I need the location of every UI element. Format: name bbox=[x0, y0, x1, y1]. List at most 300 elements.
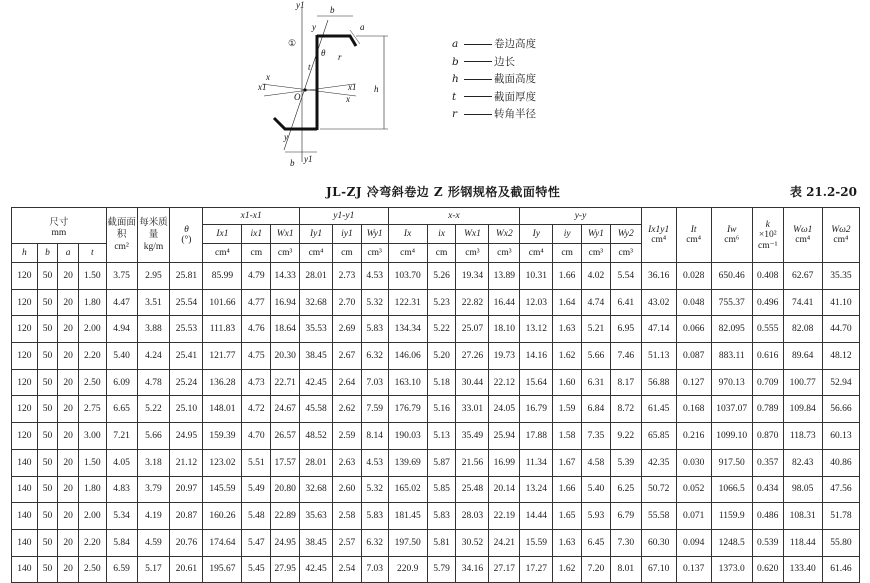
z-section-diagram bbox=[250, 0, 430, 172]
table-cell: 34.16 bbox=[456, 556, 489, 583]
table-cell: 159.39 bbox=[203, 423, 242, 450]
table-cell: 0.709 bbox=[752, 369, 783, 396]
table-cell: 2.54 bbox=[333, 556, 362, 583]
table-cell: 5.54 bbox=[610, 263, 641, 290]
table-cell: 20 bbox=[58, 263, 79, 290]
header-group-y: y-y bbox=[520, 208, 641, 225]
label-O: O bbox=[294, 92, 301, 102]
table-cell: 20.76 bbox=[170, 529, 203, 556]
table-cell: 5.32 bbox=[361, 476, 388, 503]
header-Iy: Iy bbox=[520, 225, 553, 244]
table-cell: 50.72 bbox=[641, 476, 676, 503]
header-Ww2: Wω2 cm⁴ bbox=[822, 208, 859, 263]
table-cell: 121.77 bbox=[203, 343, 242, 370]
table-cell: 120 bbox=[12, 289, 38, 316]
table-cell: 3.18 bbox=[137, 449, 170, 476]
table-cell: 1.50 bbox=[78, 449, 106, 476]
table-cell: 4.24 bbox=[137, 343, 170, 370]
table-cell: 2.00 bbox=[78, 316, 106, 343]
table-cell: 108.31 bbox=[783, 503, 822, 530]
table-cell: 0.137 bbox=[676, 556, 711, 583]
table-cell: 35.53 bbox=[300, 316, 333, 343]
label-y-bottom: y bbox=[284, 132, 288, 142]
table-cell: 0.434 bbox=[752, 476, 783, 503]
table-cell: 6.79 bbox=[610, 503, 641, 530]
table-cell: 6.45 bbox=[582, 529, 611, 556]
table-cell: 20 bbox=[58, 289, 79, 316]
table-cell: 5.20 bbox=[427, 343, 456, 370]
table-cell: 1.66 bbox=[553, 263, 582, 290]
table-cell: 4.70 bbox=[242, 423, 271, 450]
table-cell: 50 bbox=[37, 449, 58, 476]
label-theta: θ bbox=[321, 48, 326, 58]
table-cell: 145.59 bbox=[203, 476, 242, 503]
table-cell: 6.59 bbox=[106, 556, 137, 583]
table-cell: 7.20 bbox=[582, 556, 611, 583]
table-cell: 0.616 bbox=[752, 343, 783, 370]
table-cell: 13.12 bbox=[520, 316, 553, 343]
table-cell: 2.69 bbox=[333, 316, 362, 343]
table-cell: 51.13 bbox=[641, 343, 676, 370]
table-cell: 35.35 bbox=[822, 263, 859, 290]
header-Wx1b: Wx1 bbox=[456, 225, 489, 244]
legend-item: r 转角半径 bbox=[452, 108, 536, 120]
table-cell: 0.028 bbox=[676, 263, 711, 290]
header-group-x1: x1-x1 bbox=[203, 208, 300, 225]
table-cell: 65.85 bbox=[641, 423, 676, 450]
table-cell: 6.65 bbox=[106, 396, 137, 423]
table-cell: 100.77 bbox=[783, 369, 822, 396]
table-row bbox=[12, 503, 860, 530]
table-caption bbox=[0, 183, 870, 201]
table-cell: 20 bbox=[58, 423, 79, 450]
table-cell: 20.97 bbox=[170, 476, 203, 503]
table-cell: 140 bbox=[12, 449, 38, 476]
table-cell: 32.68 bbox=[300, 289, 333, 316]
table-cell: 20 bbox=[58, 343, 79, 370]
table-cell: 134.34 bbox=[388, 316, 427, 343]
table-cell: 1.62 bbox=[553, 556, 582, 583]
table-cell: 120 bbox=[12, 343, 38, 370]
table-cell: 133.40 bbox=[783, 556, 822, 583]
label-y1-bottom: y1 bbox=[304, 154, 313, 164]
label-r: r bbox=[338, 52, 342, 62]
table-cell: 20 bbox=[58, 503, 79, 530]
table-cell: 755.37 bbox=[711, 289, 752, 316]
table-cell: 25.94 bbox=[489, 423, 520, 450]
table-row bbox=[12, 263, 860, 290]
table-cell: 14.44 bbox=[520, 503, 553, 530]
table-cell: 82.095 bbox=[711, 316, 752, 343]
table-cell: 220.9 bbox=[388, 556, 427, 583]
table-cell: 30.52 bbox=[456, 529, 489, 556]
table-cell: 4.76 bbox=[242, 316, 271, 343]
spec-table bbox=[11, 207, 860, 583]
table-cell: 4.79 bbox=[242, 263, 271, 290]
table-cell: 197.50 bbox=[388, 529, 427, 556]
header-Iw: Iw cm⁶ bbox=[711, 208, 752, 263]
header-size: 尺寸 mm bbox=[12, 208, 107, 244]
table-cell: 4.59 bbox=[137, 529, 170, 556]
header-group-y1: y1-y1 bbox=[300, 208, 389, 225]
table-cell: 20 bbox=[58, 476, 79, 503]
table-cell: 140 bbox=[12, 503, 38, 530]
table-cell: 20.80 bbox=[271, 476, 300, 503]
table-row bbox=[12, 396, 860, 423]
table-cell: 22.19 bbox=[489, 503, 520, 530]
table-cell: 103.70 bbox=[388, 263, 427, 290]
table-cell: 50 bbox=[37, 396, 58, 423]
table-cell: 1099.10 bbox=[711, 423, 752, 450]
table-cell: 20 bbox=[58, 369, 79, 396]
table-cell: 6.95 bbox=[610, 316, 641, 343]
table-cell: 0.357 bbox=[752, 449, 783, 476]
table-cell: 4.19 bbox=[137, 503, 170, 530]
table-row bbox=[12, 423, 860, 450]
table-cell: 17.27 bbox=[520, 556, 553, 583]
unit-cell: cm³ bbox=[582, 244, 611, 263]
table-cell: 195.67 bbox=[203, 556, 242, 583]
table-cell: 0.066 bbox=[676, 316, 711, 343]
table-row bbox=[12, 449, 860, 476]
unit-cell: cm⁴ bbox=[520, 244, 553, 263]
table-cell: 118.73 bbox=[783, 423, 822, 450]
table-cell: 650.46 bbox=[711, 263, 752, 290]
table-cell: 122.31 bbox=[388, 289, 427, 316]
table-cell: 160.26 bbox=[203, 503, 242, 530]
table-cell: 0.408 bbox=[752, 263, 783, 290]
table-cell: 101.66 bbox=[203, 289, 242, 316]
table-cell: 1037.07 bbox=[711, 396, 752, 423]
table-cell: 5.16 bbox=[427, 396, 456, 423]
table-cell: 50 bbox=[37, 423, 58, 450]
unit-cell: cm bbox=[333, 244, 362, 263]
table-cell: 2.20 bbox=[78, 529, 106, 556]
table-cell: 1.67 bbox=[553, 449, 582, 476]
table-cell: 176.79 bbox=[388, 396, 427, 423]
table-cell: 123.02 bbox=[203, 449, 242, 476]
table-cell: 22.82 bbox=[456, 289, 489, 316]
table-cell: 61.46 bbox=[822, 556, 859, 583]
table-cell: 20 bbox=[58, 396, 79, 423]
table-cell: 165.02 bbox=[388, 476, 427, 503]
table-cell: 20 bbox=[58, 449, 79, 476]
table-cell: 38.45 bbox=[300, 529, 333, 556]
table-cell: 5.40 bbox=[106, 343, 137, 370]
unit-cell: cm³ bbox=[489, 244, 520, 263]
table-cell: 5.45 bbox=[242, 556, 271, 583]
z-profile-bottom-flange bbox=[274, 118, 317, 129]
table-cell: 5.83 bbox=[361, 316, 388, 343]
table-cell: 5.83 bbox=[361, 503, 388, 530]
header-iy1: iy1 bbox=[333, 225, 362, 244]
table-cell: 3.79 bbox=[137, 476, 170, 503]
label-y-top: y bbox=[312, 22, 316, 32]
header-Wy2: Wy2 bbox=[610, 225, 641, 244]
table-cell: 8.72 bbox=[610, 396, 641, 423]
table-cell: 7.03 bbox=[361, 556, 388, 583]
table-cell: 7.35 bbox=[582, 423, 611, 450]
table-cell: 17.88 bbox=[520, 423, 553, 450]
table-cell: 25.24 bbox=[170, 369, 203, 396]
table-cell: 5.51 bbox=[242, 449, 271, 476]
table-cell: 0.052 bbox=[676, 476, 711, 503]
table-cell: 36.16 bbox=[641, 263, 676, 290]
table-cell: 2.57 bbox=[333, 529, 362, 556]
table-cell: 7.59 bbox=[361, 396, 388, 423]
table-cell: 4.83 bbox=[106, 476, 137, 503]
table-cell: 5.18 bbox=[427, 369, 456, 396]
table-cell: 4.58 bbox=[582, 449, 611, 476]
table-cell: 35.49 bbox=[456, 423, 489, 450]
table-cell: 5.13 bbox=[427, 423, 456, 450]
table-cell: 7.21 bbox=[106, 423, 137, 450]
label-x-left: x bbox=[266, 72, 270, 82]
table-cell: 1.80 bbox=[78, 289, 106, 316]
table-cell: 17.57 bbox=[271, 449, 300, 476]
table-cell: 5.49 bbox=[242, 476, 271, 503]
table-cell: 2.20 bbox=[78, 343, 106, 370]
table-cell: 2.58 bbox=[333, 503, 362, 530]
table-cell: 28.01 bbox=[300, 263, 333, 290]
legend-item: b 边长 bbox=[452, 55, 515, 68]
table-cell: 15.64 bbox=[520, 369, 553, 396]
table-cell: 0.168 bbox=[676, 396, 711, 423]
table-cell: 50 bbox=[37, 289, 58, 316]
table-cell: 47.56 bbox=[822, 476, 859, 503]
table-cell: 19.73 bbox=[489, 343, 520, 370]
table-cell: 6.84 bbox=[582, 396, 611, 423]
table-cell: 4.74 bbox=[582, 289, 611, 316]
table-cell: 16.99 bbox=[489, 449, 520, 476]
header-Ww1: Wω1 cm⁴ bbox=[783, 208, 822, 263]
header-mass: 每米质量 kg/m bbox=[137, 208, 170, 263]
table-row bbox=[12, 556, 860, 583]
table-cell: 5.87 bbox=[427, 449, 456, 476]
table-cell: 6.31 bbox=[582, 369, 611, 396]
table-cell: 22.89 bbox=[271, 503, 300, 530]
table-cell: 0.496 bbox=[752, 289, 783, 316]
label-x-right: x bbox=[346, 94, 350, 104]
table-cell: 35.63 bbox=[300, 503, 333, 530]
table-cell: 4.02 bbox=[582, 263, 611, 290]
table-cell: 18.10 bbox=[489, 316, 520, 343]
header-iy: iy bbox=[553, 225, 582, 244]
table-cell: 24.67 bbox=[271, 396, 300, 423]
table-cell: 89.64 bbox=[783, 343, 822, 370]
table-cell: 16.79 bbox=[520, 396, 553, 423]
table-cell: 43.02 bbox=[641, 289, 676, 316]
table-cell: 917.50 bbox=[711, 449, 752, 476]
label-a: a bbox=[360, 22, 365, 32]
table-cell: 5.93 bbox=[582, 503, 611, 530]
table-cell: 12.03 bbox=[520, 289, 553, 316]
header-Wy1: Wy1 bbox=[361, 225, 388, 244]
table-cell: 5.21 bbox=[582, 316, 611, 343]
table-cell: 20.30 bbox=[271, 343, 300, 370]
table-cell: 1.58 bbox=[553, 423, 582, 450]
table-row bbox=[12, 529, 860, 556]
table-cell: 4.53 bbox=[361, 449, 388, 476]
table-cell: 970.13 bbox=[711, 369, 752, 396]
table-cell: 44.70 bbox=[822, 316, 859, 343]
table-cell: 5.39 bbox=[610, 449, 641, 476]
table-number: 表 21.2-20 bbox=[789, 185, 857, 199]
table-cell: 25.81 bbox=[170, 263, 203, 290]
header-Iy1: Iy1 bbox=[300, 225, 333, 244]
table-cell: 0.087 bbox=[676, 343, 711, 370]
legend-item: t 截面厚度 bbox=[452, 90, 536, 103]
header-ix1: ix1 bbox=[242, 225, 271, 244]
table-cell: 21.12 bbox=[170, 449, 203, 476]
label-circle-1: ① bbox=[288, 38, 297, 48]
table-cell: 30.44 bbox=[456, 369, 489, 396]
table-cell: 60.30 bbox=[641, 529, 676, 556]
table-cell: 4.05 bbox=[106, 449, 137, 476]
table-cell: 50 bbox=[37, 343, 58, 370]
table-body bbox=[12, 263, 860, 583]
z-profile-top-flange bbox=[317, 36, 356, 46]
table-cell: 8.01 bbox=[610, 556, 641, 583]
table-cell: 2.70 bbox=[333, 289, 362, 316]
table-cell: 20.14 bbox=[489, 476, 520, 503]
table-cell: 0.094 bbox=[676, 529, 711, 556]
table-cell: 2.95 bbox=[137, 263, 170, 290]
header-h: h bbox=[12, 244, 38, 263]
legend-item: a 卷边高度 bbox=[452, 38, 536, 50]
table-cell: 74.41 bbox=[783, 289, 822, 316]
table-header bbox=[12, 208, 860, 263]
table-cell: 3.51 bbox=[137, 289, 170, 316]
table-cell: 136.28 bbox=[203, 369, 242, 396]
table-cell: 82.08 bbox=[783, 316, 822, 343]
unit-cell: cm³ bbox=[271, 244, 300, 263]
table-cell: 1.80 bbox=[78, 476, 106, 503]
table-cell: 1.63 bbox=[553, 529, 582, 556]
table-cell: 140 bbox=[12, 529, 38, 556]
table-cell: 883.11 bbox=[711, 343, 752, 370]
table-cell: 4.53 bbox=[361, 263, 388, 290]
table-cell: 1.64 bbox=[553, 289, 582, 316]
table-cell: 8.17 bbox=[610, 369, 641, 396]
header-group-x: x-x bbox=[388, 208, 520, 225]
table-cell: 5.22 bbox=[137, 396, 170, 423]
table-cell: 5.81 bbox=[427, 529, 456, 556]
table-cell: 27.95 bbox=[271, 556, 300, 583]
unit-cell: cm⁴ bbox=[388, 244, 427, 263]
table-cell: 24.21 bbox=[489, 529, 520, 556]
table-cell: 20 bbox=[58, 529, 79, 556]
table-cell: 50 bbox=[37, 476, 58, 503]
table-cell: 148.01 bbox=[203, 396, 242, 423]
header-t: t bbox=[78, 244, 106, 263]
origin-point bbox=[303, 88, 306, 91]
table-cell: 174.64 bbox=[203, 529, 242, 556]
table-cell: 5.32 bbox=[361, 289, 388, 316]
table-cell: 14.16 bbox=[520, 343, 553, 370]
table-cell: 6.09 bbox=[106, 369, 137, 396]
table-row bbox=[12, 476, 860, 503]
table-cell: 120 bbox=[12, 263, 38, 290]
table-cell: 4.75 bbox=[242, 343, 271, 370]
table-cell: 9.22 bbox=[610, 423, 641, 450]
table-cell: 26.57 bbox=[271, 423, 300, 450]
table-cell: 1248.5 bbox=[711, 529, 752, 556]
table-cell: 25.10 bbox=[170, 396, 203, 423]
table-cell: 2.63 bbox=[333, 449, 362, 476]
table-cell: 50 bbox=[37, 263, 58, 290]
symbol-legend bbox=[452, 36, 536, 124]
table-cell: 0.216 bbox=[676, 423, 711, 450]
table-cell: 1373.0 bbox=[711, 556, 752, 583]
table-cell: 22.71 bbox=[271, 369, 300, 396]
table-cell: 1159.9 bbox=[711, 503, 752, 530]
table-cell: 2.60 bbox=[333, 476, 362, 503]
table-cell: 163.10 bbox=[388, 369, 427, 396]
table-cell: 0.048 bbox=[676, 289, 711, 316]
table-cell: 22.12 bbox=[489, 369, 520, 396]
table-cell: 140 bbox=[12, 556, 38, 583]
table-row bbox=[12, 316, 860, 343]
label-y1-top: y1 bbox=[296, 0, 305, 10]
header-Wy1b: Wy1 bbox=[582, 225, 611, 244]
table-cell: 0.071 bbox=[676, 503, 711, 530]
table-cell: 50 bbox=[37, 503, 58, 530]
label-x1-left: x1 bbox=[258, 82, 267, 92]
table-cell: 15.59 bbox=[520, 529, 553, 556]
header-Ix: Ix bbox=[388, 225, 427, 244]
table-row bbox=[12, 289, 860, 316]
table-cell: 118.44 bbox=[783, 529, 822, 556]
table-cell: 50 bbox=[37, 529, 58, 556]
table-cell: 6.32 bbox=[361, 343, 388, 370]
table-cell: 40.86 bbox=[822, 449, 859, 476]
table-cell: 27.17 bbox=[489, 556, 520, 583]
table-cell: 120 bbox=[12, 316, 38, 343]
label-b-bottom: b bbox=[290, 158, 295, 168]
table-cell: 4.78 bbox=[137, 369, 170, 396]
table-cell: 60.13 bbox=[822, 423, 859, 450]
table-cell: 190.03 bbox=[388, 423, 427, 450]
table-cell: 50 bbox=[37, 316, 58, 343]
table-cell: 0.539 bbox=[752, 529, 783, 556]
table-cell: 4.73 bbox=[242, 369, 271, 396]
table-cell: 51.78 bbox=[822, 503, 859, 530]
table-cell: 7.46 bbox=[610, 343, 641, 370]
table-cell: 120 bbox=[12, 369, 38, 396]
table-cell: 52.94 bbox=[822, 369, 859, 396]
table-cell: 56.66 bbox=[822, 396, 859, 423]
table-cell: 3.75 bbox=[106, 263, 137, 290]
table-cell: 1066.5 bbox=[711, 476, 752, 503]
unit-cell: cm³ bbox=[610, 244, 641, 263]
table-cell: 6.25 bbox=[610, 476, 641, 503]
table-cell: 20.87 bbox=[170, 503, 203, 530]
table-cell: 16.94 bbox=[271, 289, 300, 316]
table-cell: 25.41 bbox=[170, 343, 203, 370]
header-Wx1: Wx1 bbox=[271, 225, 300, 244]
header-Ixy: Ix1y1 cm⁴ bbox=[641, 208, 676, 263]
table-cell: 3.88 bbox=[137, 316, 170, 343]
table-cell: 7.03 bbox=[361, 369, 388, 396]
table-cell: 5.85 bbox=[427, 476, 456, 503]
header-Ix1: Ix1 bbox=[203, 225, 242, 244]
table-row bbox=[12, 369, 860, 396]
table-cell: 13.24 bbox=[520, 476, 553, 503]
table-cell: 25.54 bbox=[170, 289, 203, 316]
table-cell: 0.486 bbox=[752, 503, 783, 530]
table-cell: 50 bbox=[37, 556, 58, 583]
